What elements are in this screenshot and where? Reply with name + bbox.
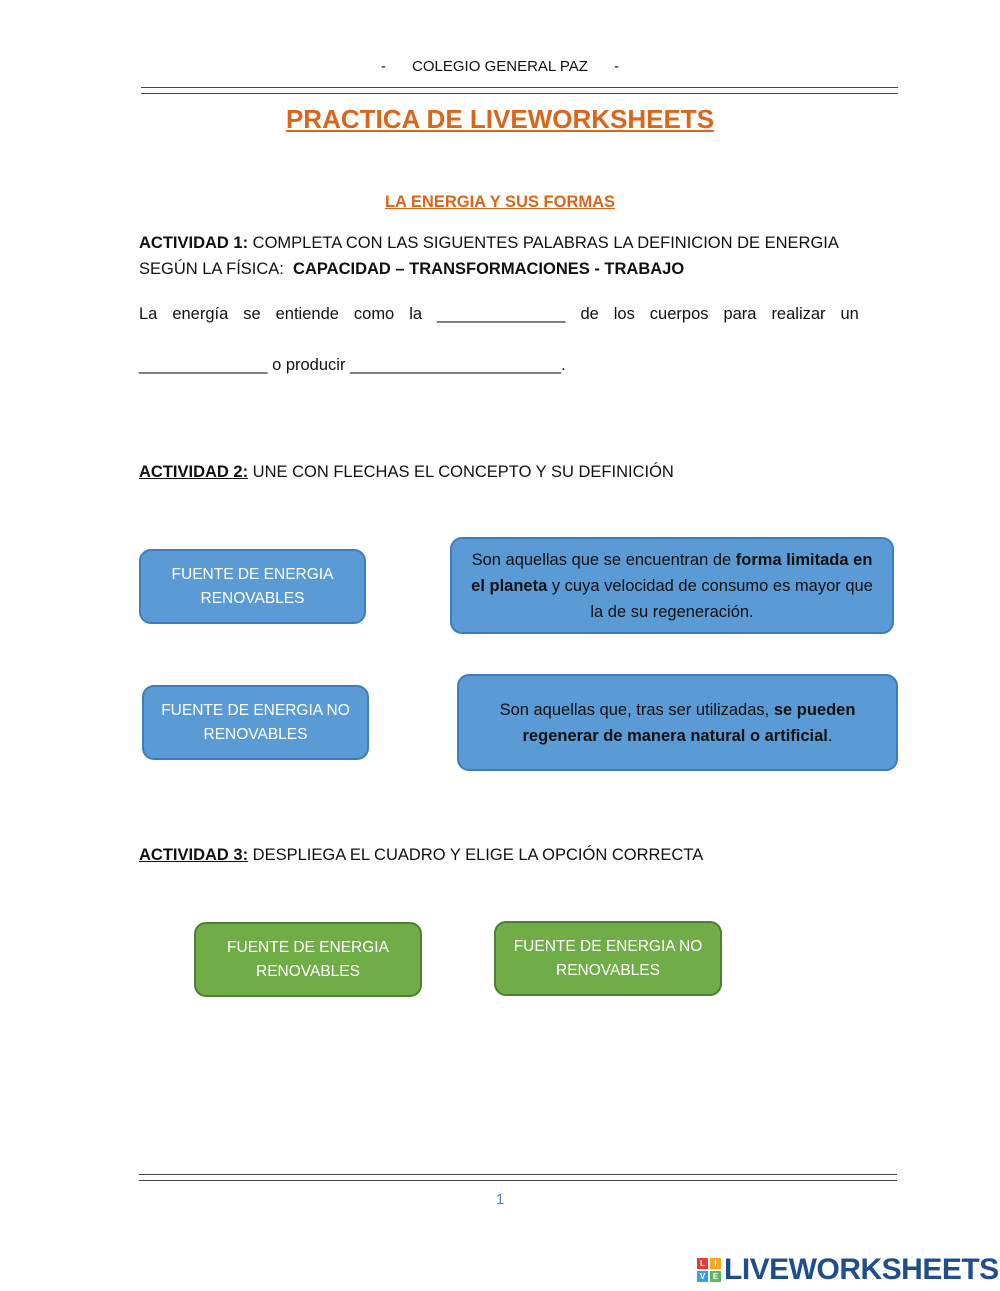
definition-text	[483, 697, 872, 749]
sentence-word: para	[723, 305, 757, 323]
sentence-word: como	[353, 305, 395, 323]
definition-text	[466, 547, 878, 625]
option-label: FUENTE DE ENERGIA NO RENOVABLES	[513, 937, 703, 979]
concept-box-renovables[interactable]	[139, 549, 366, 624]
definition-text-part: Son aquellas que se encuentran de	[471, 550, 736, 569]
activity2-instruction	[139, 459, 674, 485]
activity2-label: ACTIVIDAD 2:	[139, 463, 249, 481]
concept-label: FUENTE DE ENERGIA NO RENOVABLES	[161, 701, 350, 743]
definition-text-part: .	[827, 726, 833, 745]
dropdown-option-renovables[interactable]	[194, 922, 422, 997]
sentence-word: entiende	[275, 305, 339, 323]
activity1-instruction-line2: SEGÚN LA FÍSICA:	[139, 260, 284, 278]
sentence-word: se	[243, 305, 261, 323]
activity1-label: ACTIVIDAD 1:	[139, 234, 249, 252]
definition-box-limited[interactable]	[450, 537, 894, 634]
dropdown-option-no-renovables[interactable]	[494, 921, 722, 996]
definition-box-regenerable[interactable]	[457, 674, 898, 771]
concept-box-no-renovables[interactable]	[142, 685, 369, 760]
activity2-instruction-text: UNE CON FLECHAS EL CONCEPTO Y SU DEFINICIÓN	[248, 463, 674, 481]
header-divider	[141, 87, 898, 94]
activity3-label: ACTIVIDAD 3:	[139, 846, 249, 864]
definition-text-part: Son aquellas que, tras ser utilizadas,	[499, 700, 774, 719]
brand-name: LIVEWORKSHEETS	[724, 1253, 999, 1286]
page-subtitle: LA ENERGIA Y SUS FORMAS	[384, 193, 616, 211]
header-dash-right: -	[614, 58, 620, 75]
footer-divider	[139, 1174, 897, 1181]
header-dash-left: -	[380, 58, 386, 75]
definition-text-bold: se pueden regenerar de manera natural o artificial	[522, 700, 856, 745]
definition-text-part: y cuya velocidad de consumo es mayor que la de su regeneración.	[547, 576, 873, 621]
activity3-instruction-text: DESPLIEGA EL CUADRO Y ELIGE LA OPCIÓN CORRECTA	[248, 846, 704, 864]
sentence-word: los	[613, 305, 635, 323]
activity1-instruction-line1: COMPLETA CON LAS SIGUENTES PALABRAS LA DEFINICION DE ENERGIA	[248, 234, 839, 252]
logo-letter: I	[710, 1258, 721, 1269]
page-number: 1	[495, 1191, 505, 1208]
sentence-word: La	[139, 305, 158, 323]
logo-letter: E	[710, 1271, 721, 1282]
activity1-instruction	[139, 230, 879, 282]
sentence-word: un	[840, 305, 859, 323]
page-title: PRACTICA DE LIVEWORKSHEETS	[285, 104, 715, 134]
logo-letter: L	[697, 1258, 708, 1269]
sentence-mid-text: o producir	[267, 356, 351, 374]
activity1-sentence-line1	[139, 305, 859, 324]
activity1-sentence-line2	[139, 352, 566, 378]
logo-icon	[697, 1258, 721, 1282]
activity1-word-bank: CAPACIDAD – TRANSFORMACIONES - TRABAJO	[293, 260, 685, 278]
school-header	[0, 58, 1000, 75]
option-label: FUENTE DE ENERGIA RENOVABLES	[227, 938, 389, 980]
school-name: COLEGIO GENERAL PAZ	[412, 58, 588, 75]
activity3-instruction	[139, 842, 703, 868]
sentence-word: cuerpos	[649, 305, 709, 323]
sentence-end: .	[561, 356, 566, 374]
blank-input-trabajo[interactable]: ______________	[139, 356, 268, 374]
sentence-word: realizar	[771, 305, 826, 323]
definition-text-bold: forma limitada en el planeta	[471, 550, 873, 595]
blank-input-transformaciones[interactable]: _______________________	[350, 356, 562, 374]
sentence-word: la	[409, 305, 423, 323]
sentence-word: de	[580, 305, 599, 323]
sentence-word: energía	[172, 305, 229, 323]
blank-input-capacidad[interactable]: ______________	[437, 305, 566, 323]
liveworksheets-logo	[697, 1253, 999, 1287]
concept-label: FUENTE DE ENERGIA RENOVABLES	[171, 565, 334, 607]
logo-letter: V	[697, 1271, 708, 1282]
